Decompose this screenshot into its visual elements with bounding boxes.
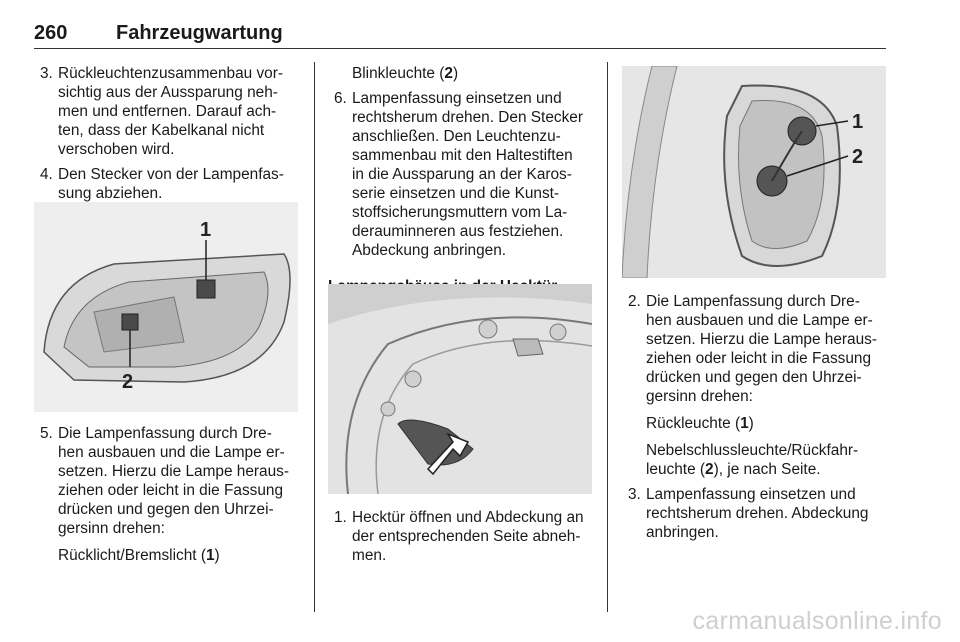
text-line: Rückleuchtenzusammenbau vor- — [58, 65, 283, 82]
text-line: drücken und gegen den Uhrzei- — [646, 369, 862, 386]
text-line: men und entfernen. Darauf ach- — [58, 103, 277, 120]
text-line: Den Stecker von der Lampenfas- — [58, 166, 284, 183]
text-line: Lampenfassung einsetzen und — [352, 90, 562, 107]
step-number: 6. — [334, 90, 347, 107]
header-rule — [34, 48, 886, 49]
step-3-col3 — [622, 485, 888, 542]
text-line: der entsprechenden Seite abneh- — [352, 528, 581, 545]
bulb-label-fog-cont — [622, 460, 888, 479]
text-line: sung abziehen. — [58, 185, 163, 202]
watermark: carmanualsonline.info — [692, 607, 942, 635]
step-4 — [34, 165, 304, 203]
column-3 — [622, 292, 888, 542]
step-number: 3. — [628, 486, 641, 503]
column-1 — [34, 64, 304, 203]
text-line: Die Lampenfassung durch Dre- — [58, 425, 272, 442]
step-3 — [34, 64, 304, 159]
column-2-lower — [328, 508, 598, 565]
label-ref: 2 — [705, 461, 714, 478]
text-line: setzen. Hierzu die Lampe heraus- — [58, 463, 289, 480]
label-text: Blinkleuchte ( — [352, 65, 445, 82]
text-line: gersinn drehen: — [646, 388, 753, 405]
label-ref: 1 — [205, 547, 215, 564]
text-line: gersinn drehen: — [58, 520, 165, 537]
label-ref: 1 — [740, 415, 749, 432]
bulb-label-tail — [622, 414, 888, 433]
callout-2: 2 — [122, 371, 134, 393]
text-line: hen ausbauen und die Lampe er- — [58, 444, 285, 461]
bulb-label-brake — [34, 546, 304, 565]
step-number: 3. — [40, 65, 53, 82]
step-1 — [328, 508, 598, 565]
text-line: setzen. Hierzu die Lampe heraus- — [646, 331, 877, 348]
text-line: ziehen oder leicht in die Fassung — [58, 482, 284, 499]
text-line: ten, dass der Kabelkanal nicht — [58, 122, 265, 139]
text-line: men. — [352, 547, 387, 564]
text-line: verschoben wird. — [58, 141, 175, 158]
text-line: Hecktür öffnen und Abdeckung an — [352, 509, 584, 526]
step-2 — [622, 292, 888, 406]
text-line: serie einsetzen und die Kunst- — [352, 185, 560, 202]
column-divider-1 — [314, 62, 315, 612]
text-line: rechtsherum drehen. Abdeckung — [646, 505, 869, 522]
callout-2: 2 — [852, 146, 864, 168]
label-text: ) — [748, 415, 754, 432]
label-text: ) — [214, 547, 220, 564]
step-number: 5. — [40, 425, 53, 442]
text-line: rechtsherum drehen. Den Stecker — [352, 109, 583, 126]
text-line: sammenbau mit den Haltestiften — [352, 147, 573, 164]
label-text: ) — [452, 65, 459, 82]
label-text: Rückleuchte ( — [646, 415, 741, 432]
tailgate-figure — [328, 284, 592, 494]
page-number: 260 — [34, 22, 68, 44]
bulb-label-fog: Nebelschlussleuchte/Rückfahr- — [646, 442, 859, 459]
column-1-lower — [34, 424, 304, 565]
label-text: leuchte ( — [646, 461, 706, 478]
text-line: Lampenfassung einsetzen und — [646, 486, 856, 503]
text-line: anbringen. — [646, 524, 719, 541]
column-divider-2 — [607, 62, 608, 612]
text-line: sichtig aus der Aussparung neh- — [58, 84, 278, 101]
step-number: 4. — [40, 166, 53, 183]
bulb-label-indicator — [328, 64, 598, 83]
text-line: drücken und gegen den Uhrzei- — [58, 501, 274, 518]
text-line: Abdeckung anbringen. — [352, 242, 507, 259]
text-line: stoffsicherungsmuttern vom La- — [352, 204, 568, 221]
callout-1: 1 — [852, 111, 864, 133]
label-text: ), je nach Seite. — [713, 461, 821, 478]
step-number: 1. — [334, 509, 347, 526]
lamp-housing-figure — [622, 66, 886, 278]
text-line: anschließen. Den Leuchtenzu- — [352, 128, 561, 145]
page-title: Fahrzeugwartung — [116, 22, 283, 44]
text-line: derauminneren aus festziehen. — [352, 223, 564, 240]
text-line: in die Aussparung an der Karos- — [352, 166, 572, 183]
label-ref: 2 — [444, 65, 453, 82]
column-2 — [328, 64, 598, 296]
step-number: 2. — [628, 293, 641, 310]
taillight-figure — [34, 202, 298, 412]
label-text: Rücklicht/Bremslicht ( — [58, 547, 206, 564]
text-line: Die Lampenfassung durch Dre- — [646, 293, 860, 310]
text-line: hen ausbauen und die Lampe er- — [646, 312, 873, 329]
text-line: ziehen oder leicht in die Fassung — [646, 350, 872, 367]
callout-1: 1 — [200, 219, 212, 241]
step-5 — [34, 424, 304, 538]
step-6 — [328, 89, 598, 260]
